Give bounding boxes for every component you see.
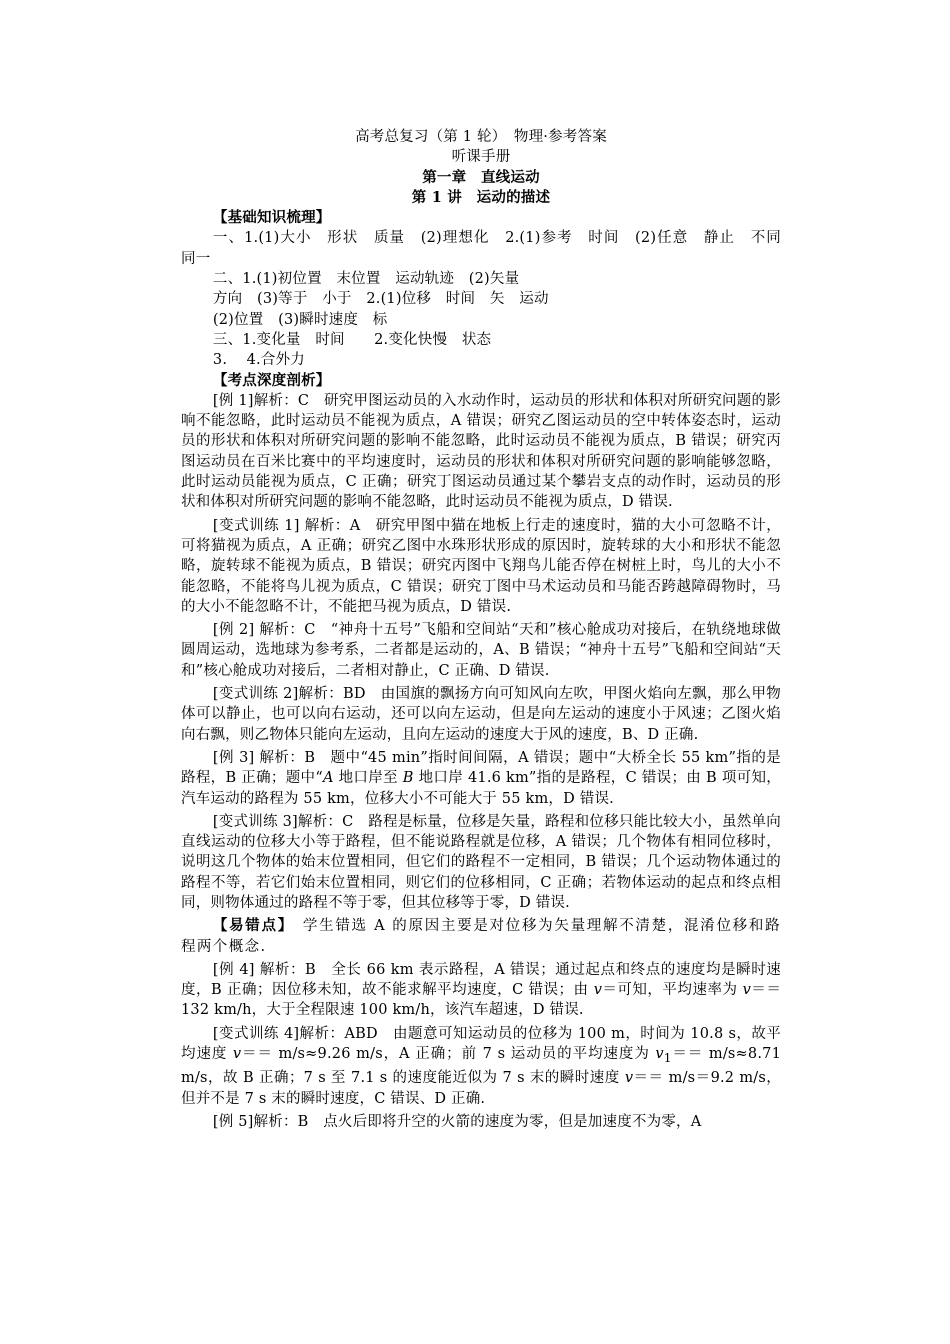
chapter-title: 第一章 直线运动 [422,168,540,186]
handbook-title: 听课手册 [451,149,511,166]
basics-part2b: 方向 (3)等于 小于 2.(1)位移 时间 矢 运动 [212,291,549,308]
basics-part3b: 3. 4.合外力 [212,352,305,369]
basics-part2c: (2)位置 (3)瞬时速度 标 [212,311,388,328]
example-4: [例 4] 解析：B 全长 66 km 表示路程，A 错误；通过起点和终点的速度均是瞬时速度，B 正确；因位移未知，故不能求解平均速度，C 错误；由 v＝可知，平均速率为 v＝＝132 km/h，大于全程限速 100 km/h，该汽车超速，D 错误. [181,961,782,1019]
variant-2: [变式训练 2]解析：BD 由国旗的飘扬方向可知风向左吹，甲图火焰向左飘，那么甲物体可以静止，也可以向右运动，还可以向左运动，但是向左运动的速度小于风速；乙图火焰向右飘，则乙物体只能向左运动，且向左运动的速度大于风的速度，B、D 正确. [181,686,781,743]
example-2: [例 2] 解析：C “神舟十五号”飞船和空间站“天和”核心舱成功对接后，在轨绕地球做圆周运动，选地球为参考系，二者都是运动的，A、B 错误；“神舟十五号”飞船和空间站“天和”核心舱成功对接后，二者相对静止，C 正确、D 错误. [181,622,781,679]
section-heading-basics: 【基础知识梳理】 [212,209,331,227]
section-heading-analysis: 【考点深度剖析】 [212,371,331,389]
example-3: [例 3] 解析：B 题中“45 min”指时间间隔，A 错误；题中“大桥全长 55 km”指的是路程，B 正确；题中“A 地口岸至 B 地口岸 41.6 km”指的是路程，C 错误；由 B 项可知，汽车运动的路程为 55 km，位移大小不可能大于 55 km，D 错误. [181,749,781,807]
basics-part3: 三、1.变化量 时间 2.变化快慢 状态 [212,331,492,348]
error-point: 【易错点】 学生错选 A 的原因主要是对位移为矢量理解不清楚，混淆位移和路程两个概念. [181,917,782,955]
lecture-title: 第 1 讲 运动的描述 [411,188,551,206]
header-title: 高考总复习（第 1 轮） 物理·参考答案 [355,129,607,145]
variant-3: [变式训练 3]解析：C 路程是标量，位移是矢量，路程和位移只能比较大小，虽然单向直线运动的位移大小等于路程，但不能说路程就是位移，A 错误；几个物体有相同位移时，说明这几个物体的始末位置相同，但它们的路程不一定相同，B 错误；几个运动物体通过的路程不等，若它们始末位置相同，则它们的位移相同，C 正确；若物体运动的起点和终点相同，则物体通过的路程不等于零，但其位移等于零，D 错误. [181,813,781,911]
example-5: [例 5]解析：B 点火后即将升空的火箭的速度为零，但是加速度不为零，A [212,1113,702,1130]
variant-4: [变式训练 4]解析：ABD 由题意可知运动员的位移为 100 m，时间为 10.8 s，故平均速度 v＝＝ m/s≈9.26 m/s，A 正确；前 7 s 运动员的平均速度为 $v_1== m/s\approx 8.71$ m/s，故 B 正确；7 s 至 7.1 s 的速度能近似为 7 s 末的瞬时速度 v＝＝ m/s＝9.2 m/s，但并不是 7 s 末的瞬时速度，C 错误、D 正确. [181,1025,781,1107]
variant-1: [变式训练 1] 解析：A 研究甲图中猫在地板上行走的速度时，猫的大小可忽略不计，可将猫视为质点，A 正确；研究乙图中水珠形状形成的原因时，旋转球的大小和形状不能忽略，旋转球不能视为质点，B 错误；研究丙图中飞翔鸟儿能否停在树桩上时，鸟儿的大小不能忽略，不能将鸟儿视为质点，C 错误；研究丁图中马术运动员和马能否跨越障碍物时，马的大小不能忽略不计，不能把马视为质点，D 错误. [181,517,781,615]
error-point-heading: 【易错点】 [212,917,287,935]
basics-part2: 二、1.(1)初位置 末位置 运动轨迹 (2)矢量 [212,271,520,288]
example-1: [例 1]解析：C 研究甲图运动员的入水动作时，运动员的形状和体积对所研究问题的影响不能忽略，此时运动员不能视为质点，A 错误；研究乙图运动员的空中转体姿态时，运动员的形状和体积对所研究问题的影响不能忽略，此时运动员不能视为质点，B 错误；研究丙图运动员在百米比赛中的平均速度时，运动员的形状和体积对所研究问题的影响能够忽略，此时运动员能视为质点，C 正确；研究丁图运动员通过某个攀岩支点的动作时，运动员的形状和体积对所研究问题的影响不能忽略，此时运动员不能视为质点，D 错误. [181,392,781,511]
basics-part1: 一、1.(1)大小 形状 质量 (2)理想化 2.(1)参考 时间 (2)任意 静止 不同 同一 [181,230,796,267]
answer-page [181,124,796,1132]
